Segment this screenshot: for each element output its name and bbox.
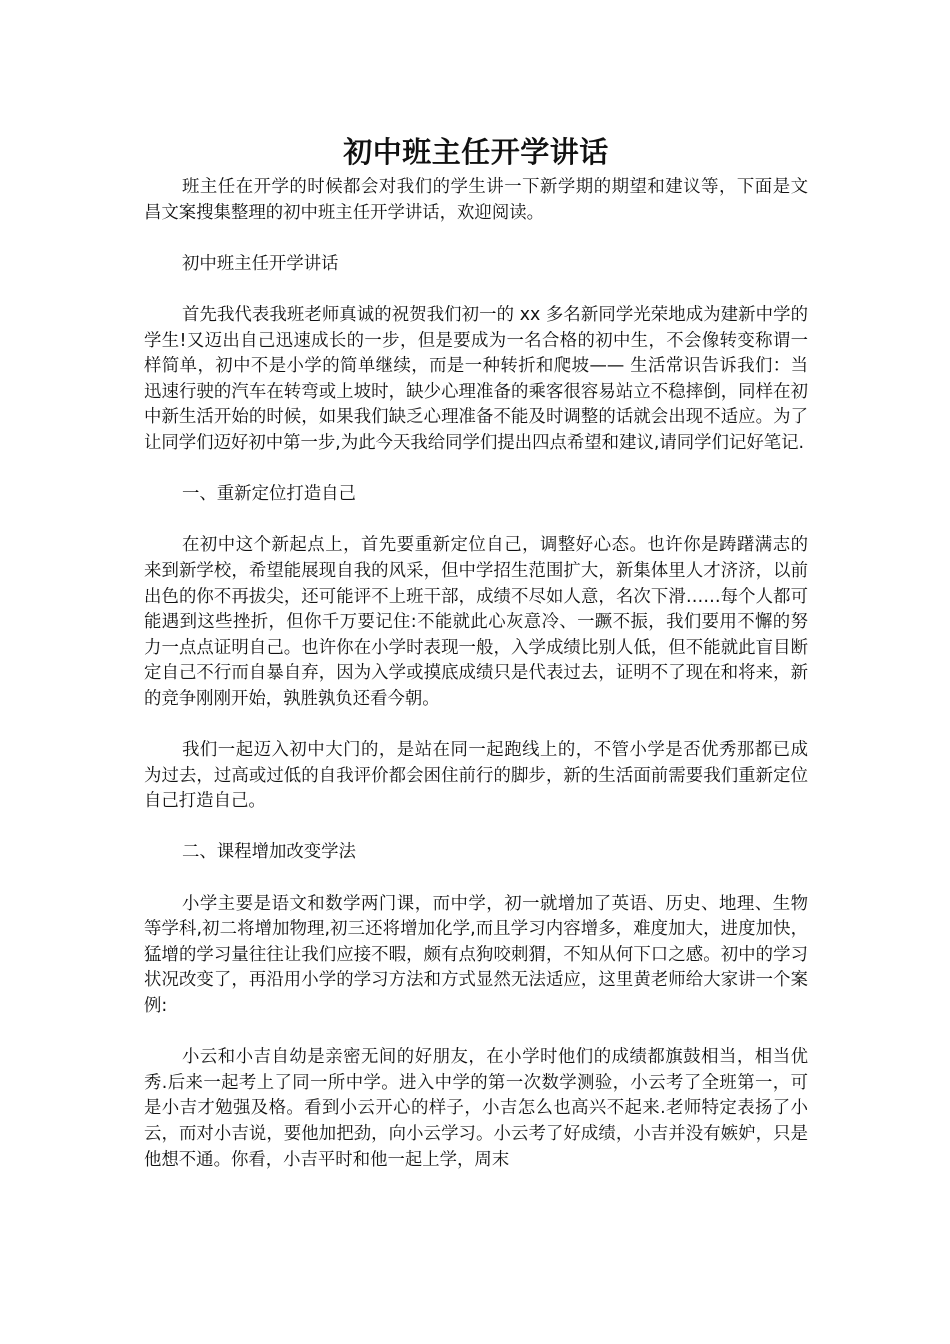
- document-page: [144, 0, 808, 1173]
- section1-paragraph-1: 在初中这个新起点上，首先要重新定位自己，调整好心态。也许你是踌躇满志的来到新学校，希望能展现自我的风采，但中学招生范围扩大，新集体里人才济济，以前出色的你不再拔尖，还可能评不上班干部，成绩不尽如人意，名次下滑……每个人都可能遇到这些挫折，但你千万要记住:不能就此心灰意冷、一蹶不振，我们要用不懈的努力一点点证明自己。也许你在小学时表现一般，入学成绩比别人低，但不能就此盲目断定自己不行而自暴自弃，因为入学或摸底成绩只是代表过去，证明不了现在和将来，新的竞争刚刚开始，孰胜孰负还看今朝。: [144, 535, 808, 709]
- speech-subtitle: 初中班主任开学讲话: [182, 253, 339, 274]
- paragraph-opening: 首先我代表我班老师真诚的祝贺我们初一的 xx 多名新同学光荣地成为建新中学的学生!又迈出自己迅速成长的一步，但是要成为一名合格的初中生，不会像转变称谓一样简单，初中不是小学的简单继续，而是一种转折和爬坡—— 生活常识告诉我们：当迅速行驶的汽车在转弯或上坡时，缺少心理准备的乘客很容易站立不稳摔倒，同样在初中新生活开始的时候，如果我们缺乏心理准备不能及时调整的话就会出现不适应。为了让同学们迈好初中第一步,为此今天我给同学们提出四点希望和建议,请同学们记好笔记.: [144, 304, 808, 453]
- section2-paragraph-1: 小学主要是语文和数学两门课，而中学，初一就增加了英语、历史、地理、生物等学科,初二将增加物理,初三还将增加化学,而且学习内容增多，难度加大，进度加快，猛增的学习量往往让我们应接不暇，颇有点狗咬刺猬，不知从何下口之感。初中的学习状况改变了，再沿用小学的学习方法和方式显然无法适应，这里黄老师给大家讲一个案例:: [144, 893, 808, 1016]
- intro-paragraph: 班主任在开学的时候都会对我们的学生讲一下新学期的期望和建议等，下面是文昌文案搜集整理的初中班主任开学讲话，欢迎阅读。: [144, 177, 808, 223]
- section-heading-2: 二、课程增加改变学法: [182, 842, 356, 863]
- section-heading-1: 一、重新定位打造自己: [182, 484, 356, 505]
- document-title: 初中班主任开学讲话: [343, 135, 609, 169]
- section1-paragraph-2: 我们一起迈入初中大门的，是站在同一起跑线上的，不管小学是否优秀那都已成为过去，过高或过低的自我评价都会困住前行的脚步，新的生活面前需要我们重新定位自己打造自己。: [144, 740, 808, 812]
- section2-paragraph-2: 小云和小吉自幼是亲密无间的好朋友，在小学时他们的成绩都旗鼓相当，相当优秀.后来一起考上了同一所中学。进入中学的第一次数学测验，小云考了全班第一，可是小吉才勉强及格。看到小云开心的样子，小吉怎么也高兴不起来.老师特定表扬了小云，而对小吉说，要他加把劲，向小云学习。小云考了好成绩，小吉并没有嫉妒，只是他想不通。你看，小吉平时和他一起上学，周末: [144, 1047, 808, 1170]
